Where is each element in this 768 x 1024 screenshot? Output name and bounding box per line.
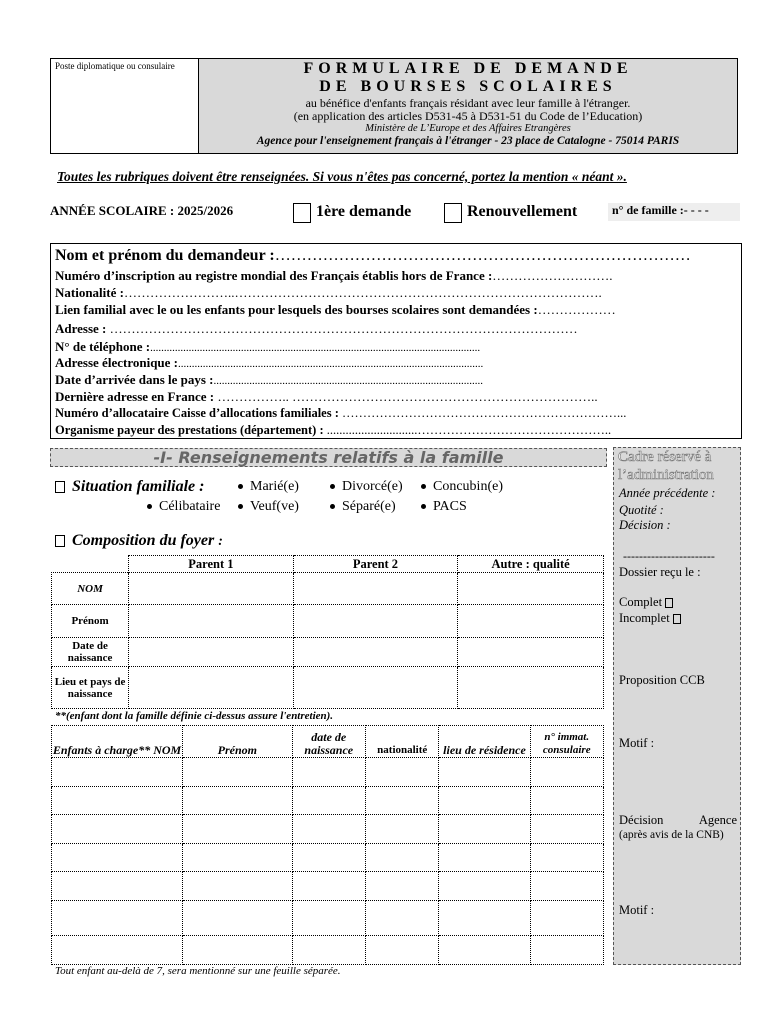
child-row bbox=[52, 872, 604, 901]
first-request-checkbox[interactable] bbox=[293, 203, 311, 223]
col-child-name: Enfants à charge** NOM bbox=[52, 726, 183, 758]
cell-input[interactable] bbox=[458, 667, 604, 709]
col-child-residence: lieu de résidence bbox=[439, 726, 530, 758]
cell-input[interactable] bbox=[458, 573, 604, 605]
admin-motif-2: Motif : bbox=[619, 903, 655, 917]
cell-input[interactable] bbox=[293, 638, 458, 667]
cell-input[interactable] bbox=[129, 605, 294, 638]
bullet-icon bbox=[238, 504, 243, 509]
admin-decision: Décision : bbox=[619, 518, 671, 532]
incomplete-checkbox-icon bbox=[673, 614, 681, 624]
option-pacs[interactable]: PACS bbox=[421, 499, 467, 515]
admin-incomplete[interactable]: Incomplet bbox=[619, 611, 684, 626]
family-section-heading: -I- Renseignements relatifs à la famille bbox=[50, 448, 607, 467]
subtitle-2: (en application des articles D531-45 à D531-51 du Code de l’Education) bbox=[293, 109, 643, 123]
admin-motif-1: Motif : bbox=[619, 736, 655, 750]
post-label: Poste diplomatique ou consulaire bbox=[55, 61, 175, 71]
composition-checkbox-icon bbox=[55, 535, 65, 547]
cell-input[interactable] bbox=[458, 638, 604, 667]
admin-complete[interactable]: Complet bbox=[619, 595, 676, 610]
form-header bbox=[50, 58, 738, 154]
family-number: n° de famille :- - - - bbox=[608, 203, 740, 221]
cell-input[interactable] bbox=[129, 638, 294, 667]
subtitle-1: au bénéfice d'enfants français résidant avec leur famille à l'étranger. bbox=[305, 96, 631, 110]
child-row bbox=[52, 758, 604, 787]
arrival-date-field[interactable]: Date d’arrivée dans le pays :.................................................................................................. bbox=[55, 372, 484, 387]
cell-input[interactable] bbox=[293, 667, 458, 709]
form-title-line1: FORMULAIRE DE DEMANDE bbox=[303, 60, 633, 77]
option-divorced[interactable]: Divorcé(e) bbox=[330, 479, 403, 495]
bullet-icon bbox=[421, 504, 426, 509]
address-field[interactable]: Adresse : ……………………………………………………………………………………………… bbox=[55, 321, 578, 336]
composition-section: Composition du foyer : bbox=[55, 532, 223, 550]
col-parent1: Parent 1 bbox=[129, 556, 294, 573]
bullet-icon bbox=[330, 504, 335, 509]
applicant-name-field[interactable]: Nom et prénom du demandeur :…………………………………………………………………… bbox=[55, 247, 691, 264]
col-child-nationality: nationalité bbox=[366, 726, 439, 758]
bullet-icon bbox=[330, 484, 335, 489]
agency-line: Agence pour l'enseignement français à l'étranger - 23 place de Catalogne - 75014 PARIS bbox=[256, 135, 680, 147]
school-year: ANNÉE SCOLAIRE : 2025/2026 bbox=[50, 203, 234, 218]
post-box bbox=[51, 59, 199, 153]
child-row bbox=[52, 936, 604, 965]
row-label-nom: NOM bbox=[52, 573, 129, 605]
registry-number-field[interactable]: Numéro d’inscription au registre mondial des Français établis hors de France :………………………. bbox=[55, 268, 613, 283]
form-title-line2: DE BOURSES SCOLAIRES bbox=[319, 78, 617, 95]
row-label-prenom: Prénom bbox=[52, 605, 129, 638]
option-widowed[interactable]: Veuf(ve) bbox=[238, 499, 299, 515]
situation-checkbox-icon bbox=[55, 481, 65, 493]
admin-reserved-box bbox=[613, 447, 741, 965]
composition-label: Composition du foyer bbox=[72, 532, 215, 549]
household-table bbox=[51, 555, 604, 709]
phone-field[interactable]: N° de téléphone :........................................................................................................................ bbox=[55, 339, 481, 354]
renewal-label: Renouvellement bbox=[467, 203, 578, 220]
row-label-birthdate: Date de naissance bbox=[52, 638, 129, 667]
option-separated[interactable]: Séparé(e) bbox=[330, 499, 396, 515]
bullet-icon bbox=[147, 504, 152, 509]
col-other: Autre : qualité bbox=[458, 556, 604, 573]
row-label-birthplace: Lieu et pays de naissance bbox=[52, 667, 129, 709]
complete-checkbox-icon bbox=[665, 598, 673, 608]
admin-received: Dossier reçu le : bbox=[619, 565, 701, 579]
email-field[interactable]: Adresse électronique :............................................................................................................... bbox=[55, 355, 484, 370]
child-row bbox=[52, 901, 604, 936]
child-row bbox=[52, 815, 604, 844]
option-cohabiting[interactable]: Concubin(e) bbox=[421, 479, 503, 495]
caf-number-field[interactable]: Numéro d’allocataire Caisse d’allocations familiales : …………………………………………………………... bbox=[55, 406, 627, 420]
ministry-line: Ministère de L’Europe et des Affaires Etrangères bbox=[365, 123, 571, 134]
option-single[interactable]: Célibataire bbox=[147, 499, 220, 515]
nationality-field[interactable]: Nationalité :……………………..…………………………………………………………………………. bbox=[55, 285, 602, 300]
admin-separator: ----------------------- bbox=[623, 549, 715, 563]
cell-input[interactable] bbox=[129, 573, 294, 605]
title-box bbox=[199, 59, 737, 153]
first-request-label: 1ère demande bbox=[316, 203, 412, 220]
col-parent2: Parent 2 bbox=[293, 556, 458, 573]
family-link-field[interactable]: Lien familial avec le ou les enfants pour lesquels des bourses scolaires sont demandées :……………… bbox=[55, 302, 616, 317]
children-table bbox=[51, 725, 604, 965]
last-address-field[interactable]: Dernière adresse en France : …………….. …………………………………………………………….. bbox=[55, 389, 598, 404]
child-row bbox=[52, 787, 604, 815]
cell-input[interactable] bbox=[293, 605, 458, 638]
cell-input[interactable] bbox=[293, 573, 458, 605]
cell-input[interactable] bbox=[458, 605, 604, 638]
child-row bbox=[52, 844, 604, 872]
renewal-checkbox[interactable] bbox=[444, 203, 462, 223]
cell-input[interactable] bbox=[129, 667, 294, 709]
admin-agency-decision: Décision Agence bbox=[619, 813, 737, 827]
bullet-icon bbox=[421, 484, 426, 489]
col-child-birthdate: date de naissance bbox=[292, 726, 365, 758]
admin-previous-year: Année précédente : bbox=[619, 486, 716, 500]
admin-title: Cadre réservé à l’administration bbox=[618, 449, 714, 483]
situation-section bbox=[55, 478, 204, 496]
admin-after-opinion: (après avis de la CNB) bbox=[619, 829, 724, 841]
applicant-box bbox=[50, 243, 742, 439]
col-child-consular-number: n° immat. consulaire bbox=[530, 726, 604, 758]
admin-quotite: Quotité : bbox=[619, 503, 664, 517]
dependent-note: **(enfant dont la famille définie ci-dessus assure l'entretien). bbox=[55, 710, 334, 722]
col-child-firstname: Prénom bbox=[183, 726, 292, 758]
payer-field[interactable]: Organisme payeur des prestations (département) : .............................……………………………………….. bbox=[55, 423, 612, 437]
bullet-icon bbox=[238, 484, 243, 489]
admin-proposal: Proposition CCB bbox=[619, 673, 705, 687]
instructions-notice: Toutes les rubriques doivent être renseignées. Si vous n'êtes pas concerné, portez la mention « néant ». bbox=[57, 169, 627, 184]
situation-label: Situation familiale : bbox=[72, 478, 205, 495]
option-married[interactable]: Marié(e) bbox=[238, 479, 299, 495]
extra-children-note: Tout enfant au-delà de 7, sera mentionné sur une feuille séparée. bbox=[55, 965, 341, 977]
